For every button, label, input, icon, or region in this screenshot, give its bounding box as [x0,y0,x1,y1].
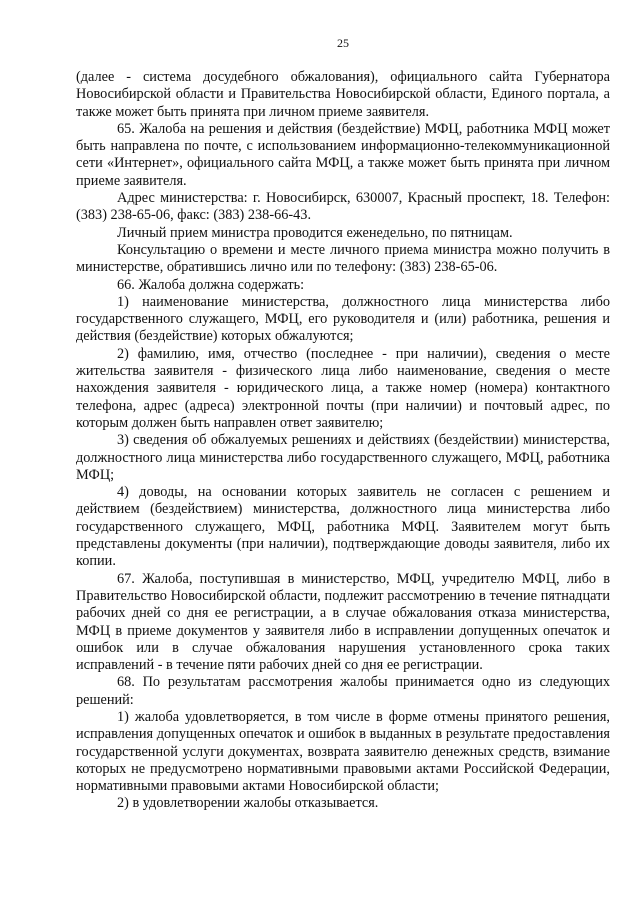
paragraph-4: Личный прием министра проводится еженедельно, по пятницам. [117,224,513,241]
paragraph-5: Консультацию о времени и месте личного приема министра можно получить в министерстве, обратившись лично или по телефону: (383) 238-65-06. [76,241,610,276]
paragraph-12: 68. По результатам рассмотрения жалобы принимается одно из следующих решений: [76,674,610,708]
document-body [76,69,610,813]
paragraph-3: Адрес министерства: г. Новосибирск, 630007, Красный проспект, 18. Телефон: (383) 238-65-06, факс: (383) 238-66-43. [76,190,610,224]
paragraph-7: 1) наименование министерства, должностного лица министерства либо государственного служащего, МФЦ, его руководителя и (или) работника, решения и действия (бездействие) которых обжалуются; [76,293,610,345]
paragraph-14: 2) в удовлетворении жалобы отказывается. [117,795,379,812]
paragraph-11: 67. Жалоба, поступившая в министерство, МФЦ, учредителю МФЦ, либо в Правительство Новосибирской области, подлежит рассмотрению в течение пятнадцати рабочих дней со дня ее регистрации, а в случае обжалования отказа министерства, МФЦ в приеме документов у заявителя либо в исправлении допущенных опечаток и ошибок или в случае обжалования нарушения установленного срока таких исправлений - в течение пяти рабочих дней со дня ее регистрации. [76,570,610,674]
page-number: 25 [337,36,349,50]
paragraph-9: 3) сведения об обжалуемых решениях и действиях (бездействии) министерства, должностного лица министерства либо государственного служащего, МФЦ, работника МФЦ; [76,432,610,483]
paragraph-2: 65. Жалоба на решения и действия (бездействие) МФЦ, работника МФЦ может быть направлена по почте, с использованием информационно-телекоммуникационной сети «Интернет», официального сайта МФЦ, а также может быть принята при личном приеме заявителя. [76,120,610,189]
document-page [76,36,610,813]
paragraph-8: 2) фамилию, имя, отчество (последнее - при наличии), сведения о месте жительства заявителя - физического лица либо наименование, сведения о месте нахождения заявителя - юридического лица, а также номер (номера) контактного телефона, адрес (адреса) электронной почты (при наличии) и почтовый адрес, по которым должен быть направлен ответ заявителю; [76,345,610,431]
paragraph-6: 66. Жалоба должна содержать: [117,276,305,293]
paragraph-1: (далее - система досудебного обжалования), официального сайта Губернатора Новосибирской области и Правительства Новосибирской области, Единого портала, а также может быть принята при личном приеме заявителя. [76,69,610,120]
paragraph-10: 4) доводы, на основании которых заявитель не согласен с решением и действием (бездействием) министерства, должностного лица министерства либо государственного служащего, МФЦ, работника МФЦ. Заявителем могут быть представлены документы (при наличии), подтверждающие доводы заявителя, либо их копии. [76,484,610,570]
paragraph-13: 1) жалоба удовлетворяется, в том числе в форме отмены принятого решения, исправления допущенных опечаток и ошибок в выданных в результате предоставления государственной услуги документах, возврата заявителю денежных средств, взимание которых не предусмотрено нормативными правовыми актами Российской Федерации, нормативными правовыми актами Новосибирской области; [76,708,610,795]
